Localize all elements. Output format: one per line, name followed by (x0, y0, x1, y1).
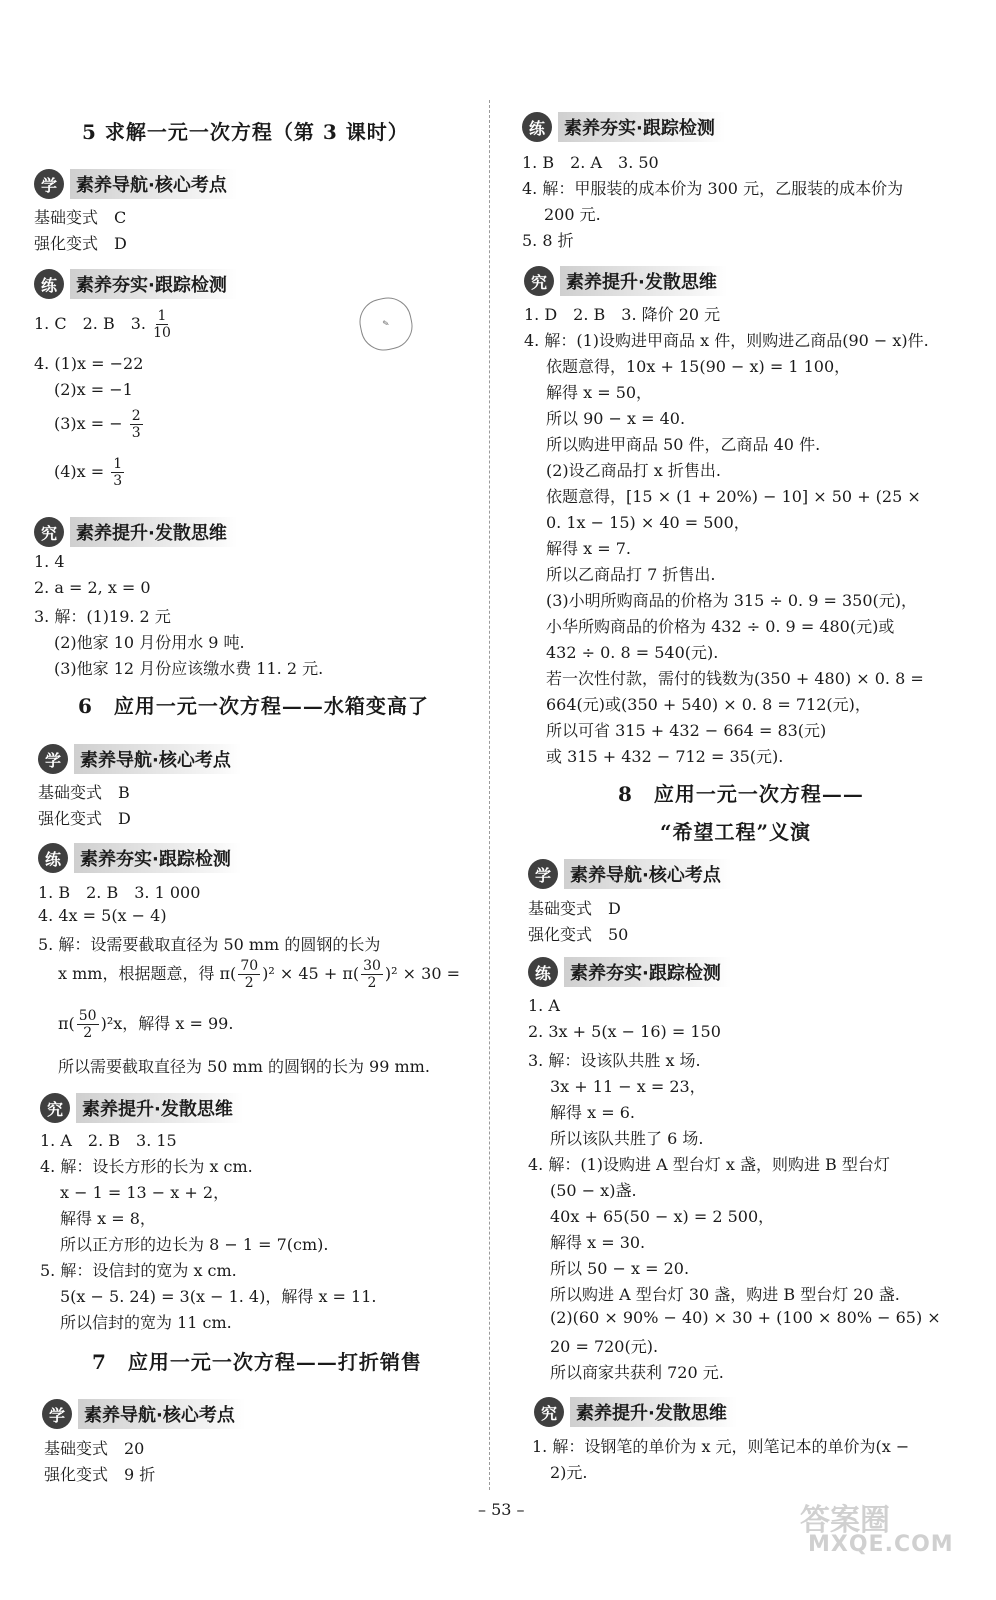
answer-line: 1. 解：设钢笔的单价为 x 元，则笔记本的单价为(x − (532, 1437, 910, 1456)
section-title-6: 6 应用一元一次方程——水箱变高了 (78, 694, 429, 718)
answer-line: (2)他家 10 月份用水 9 吨. (54, 633, 245, 652)
answer-line: 432 ÷ 0. 8 = 540(元). (546, 643, 719, 662)
header-label: 素养夯实·跟踪检测 (564, 957, 731, 987)
answer-line: 4. 解：(1)设购进甲商品 x 件，则购进乙商品(90 − x)件. (524, 331, 929, 350)
fraction: $\frac{2}{3}$ (131, 408, 141, 441)
basic-variant: 基础变式 C (34, 208, 127, 227)
section-title-5: 5 求解一元一次方程（第 3 课时） (82, 120, 409, 144)
section-header-practice (38, 844, 241, 872)
answer-line: 4. 解：设长方形的长为 x cm. (40, 1157, 253, 1176)
answer-line: (4)x = $\frac{1}{3}$ (54, 456, 123, 489)
basic-variant: 基础变式 B (38, 783, 130, 802)
answer-line: (3)他家 12 月份应该缴水费 11. 2 元. (54, 659, 324, 678)
header-label: 素养夯实·跟踪检测 (74, 843, 241, 873)
answer-line: (2)(60 × 90% − 40) × 30 + (100 × 80% − 65) × (550, 1308, 941, 1327)
section-header-study (42, 1400, 245, 1428)
fraction: $\frac{1}{3}$ (113, 456, 123, 489)
answer-line: (3)x = − $\frac{2}{3}$ (54, 408, 141, 441)
answer-line: 1. A (528, 996, 560, 1015)
page-number: – 53 – (478, 1500, 525, 1519)
answer-line: 所以购进甲商品 50 件，乙商品 40 件. (546, 435, 821, 454)
column-divider (489, 100, 490, 1490)
section-header-explore (34, 518, 237, 546)
answer-line: (2)x = −1 (54, 380, 133, 399)
answer-line: 解得 x = 7. (546, 539, 631, 558)
answer-line: 0. 1x − 15) × 40 = 500， (546, 513, 750, 532)
answer-line: 40x + 65(50 − x) = 2 500， (550, 1207, 775, 1226)
study-badge-icon: 学 (528, 859, 558, 889)
answer-line: 3x + 11 − x = 23， (550, 1077, 706, 1096)
fraction: $\frac{1}{10}$ (153, 308, 171, 341)
header-label: 素养提升·发散思维 (560, 266, 727, 296)
answer-line: 3. 解：(1)19. 2 元 (34, 607, 171, 626)
strengthen-variant: 强化变式 D (34, 234, 127, 253)
strengthen-variant: 强化变式 D (38, 809, 131, 828)
explore-badge-icon: 究 (524, 266, 554, 296)
section-title-7: 7 应用一元一次方程——打折销售 (92, 1350, 422, 1374)
answer-line: 5(x − 5. 24) = 3(x − 1. 4)，解得 x = 11. (60, 1287, 377, 1306)
fraction: $\frac{30}{2}$ (363, 958, 381, 991)
section-header-study (528, 860, 731, 888)
fraction: $\frac{50}{2}$ (78, 1008, 97, 1041)
section-title-8: 8 应用一元一次方程—— (618, 782, 864, 806)
answer-line: 若一次性付款，需付的钱数为(350 + 480) × 0. 8 = (546, 669, 924, 688)
header-label: 素养提升·发散思维 (76, 1093, 243, 1123)
explore-badge-icon: 究 (34, 517, 64, 547)
header-label: 素养夯实·跟踪检测 (558, 112, 725, 142)
header-label: 素养导航·核心考点 (74, 744, 241, 774)
study-badge-icon: 学 (38, 744, 68, 774)
answer-line: 664(元)或(350 + 540) × 0. 8 = 712(元)， (546, 695, 871, 714)
section-header-study (38, 745, 241, 773)
answer-line: 或 315 + 432 − 712 = 35(元). (546, 747, 784, 766)
section-header-explore (524, 267, 727, 295)
answer-line: 所以 50 − x = 20. (550, 1259, 690, 1278)
answer-line: 1. B 2. B 3. 1 000 (38, 883, 201, 902)
section-header-practice (528, 958, 731, 986)
answer-line: 2)元. (550, 1463, 588, 1482)
section-header-explore (40, 1094, 243, 1122)
answer-line: 依题意得，[15 × (1 + 20%) − 10] × 50 + (25 × (546, 487, 921, 506)
basic-variant: 基础变式 20 (44, 1439, 145, 1458)
header-label: 素养导航·核心考点 (78, 1399, 245, 1429)
answer-line: (2)设乙商品打 x 折售出. (546, 461, 721, 480)
answer-line: (3)小明所购商品的价格为 315 ÷ 0. 9 = 350(元)， (546, 591, 918, 610)
answer-line: 所以该队共胜了 6 场. (550, 1129, 704, 1148)
header-label: 素养夯实·跟踪检测 (70, 269, 237, 299)
answer-line: x mm，根据题意，得 π( $\frac{70}{2}$ )² × 45 + π( $\frac{30}{2}$ )² × 30 = (58, 958, 460, 991)
answer-line: 所以乙商品打 7 折售出. (546, 565, 716, 584)
answer-line: 5. 解：设信封的宽为 x cm. (40, 1261, 237, 1280)
header-label: 素养提升·发散思维 (570, 1397, 737, 1427)
answer-line: 1. C 2. B 3. $\frac{1}{10}$ (34, 308, 171, 341)
answer-line: 解得 x = 8， (60, 1209, 156, 1228)
answer-line: 1. D 2. B 3. 降价 20 元 (524, 305, 721, 324)
answer-line: 小华所购商品的价格为 432 ÷ 0. 9 = 480(元)或 (546, 617, 895, 636)
answer-line: x − 1 = 13 − x + 2， (60, 1183, 230, 1202)
stamp-mark: ✎ (355, 293, 417, 355)
answer-line: 4. 4x = 5(x − 4) (38, 906, 167, 925)
answer-line: 所以可省 315 + 432 − 664 = 83(元) (546, 721, 827, 740)
answer-line: 5. 解：设需要截取直径为 50 mm 的圆钢的长为 (38, 935, 381, 954)
answer-line: 解得 x = 50， (546, 383, 653, 402)
answer-line: 解得 x = 6. (550, 1103, 635, 1122)
answer-line: 解得 x = 30. (550, 1233, 646, 1252)
watermark-url: MXQE.COM (808, 1532, 954, 1557)
answer-line: π( $\frac{50}{2}$ )²x，解得 x = 99. (58, 1008, 234, 1041)
answer-line: 200 元. (544, 205, 601, 224)
answer-line: 1. A 2. B 3. 15 (40, 1131, 177, 1150)
study-badge-icon: 学 (42, 1399, 72, 1429)
answer-line: 4. (1)x = −22 (34, 354, 144, 373)
answer-line: (50 − x)盏. (550, 1181, 637, 1200)
answer-line: 所以正方形的边长为 8 − 1 = 7(cm). (60, 1235, 329, 1254)
answer-line: 依题意得，10x + 15(90 − x) = 1 100， (546, 357, 851, 376)
answer-line: 所以 90 − x = 40. (546, 409, 686, 428)
answer-line: 所以需要截取直径为 50 mm 的圆钢的长为 99 mm. (58, 1057, 430, 1076)
fraction: $\frac{70}{2}$ (240, 958, 259, 991)
explore-badge-icon: 究 (534, 1397, 564, 1427)
section-header-practice (34, 270, 237, 298)
practice-badge-icon: 练 (38, 843, 68, 873)
answer-line: 所以购进 A 型台灯 30 盏，购进 B 型台灯 20 盏. (550, 1285, 900, 1304)
section-header-practice (522, 113, 725, 141)
answer-line: 5. 8 折 (522, 231, 574, 250)
answer-line: 1. B 2. A 3. 50 (522, 153, 659, 172)
practice-badge-icon: 练 (34, 269, 64, 299)
answer-line: 4. 解：(1)设购进 A 型台灯 x 盏，则购进 B 型台灯 (528, 1155, 890, 1174)
answer-line: 1. 4 (34, 552, 65, 571)
study-badge-icon: 学 (34, 169, 64, 199)
strengthen-variant: 强化变式 9 折 (44, 1465, 156, 1484)
header-label: 素养导航·核心考点 (70, 169, 237, 199)
section-header-study (34, 170, 237, 198)
answer-line: 所以商家共获利 720 元. (550, 1363, 724, 1382)
header-label: 素养导航·核心考点 (564, 859, 731, 889)
answer-line: 所以信封的宽为 11 cm. (60, 1313, 232, 1332)
answer-line: 2. a = 2, x = 0 (34, 578, 151, 597)
header-label: 素养提升·发散思维 (70, 517, 237, 547)
explore-badge-icon: 究 (40, 1093, 70, 1123)
strengthen-variant: 强化变式 50 (528, 925, 629, 944)
practice-badge-icon: 练 (522, 112, 552, 142)
watermark-logo: 答案圈 (800, 1503, 890, 1538)
answer-line: 3. 解：设该队共胜 x 场. (528, 1051, 701, 1070)
basic-variant: 基础变式 D (528, 899, 621, 918)
section-header-explore (534, 1398, 737, 1426)
answer-line: 2. 3x + 5(x − 16) = 150 (528, 1022, 721, 1041)
section-title-8-sub: “希望工程”义演 (660, 820, 812, 844)
practice-badge-icon: 练 (528, 957, 558, 987)
answer-line: 20 = 720(元). (550, 1337, 659, 1356)
answer-line: 4. 解：甲服装的成本价为 300 元，乙服装的成本价为 (522, 179, 904, 198)
